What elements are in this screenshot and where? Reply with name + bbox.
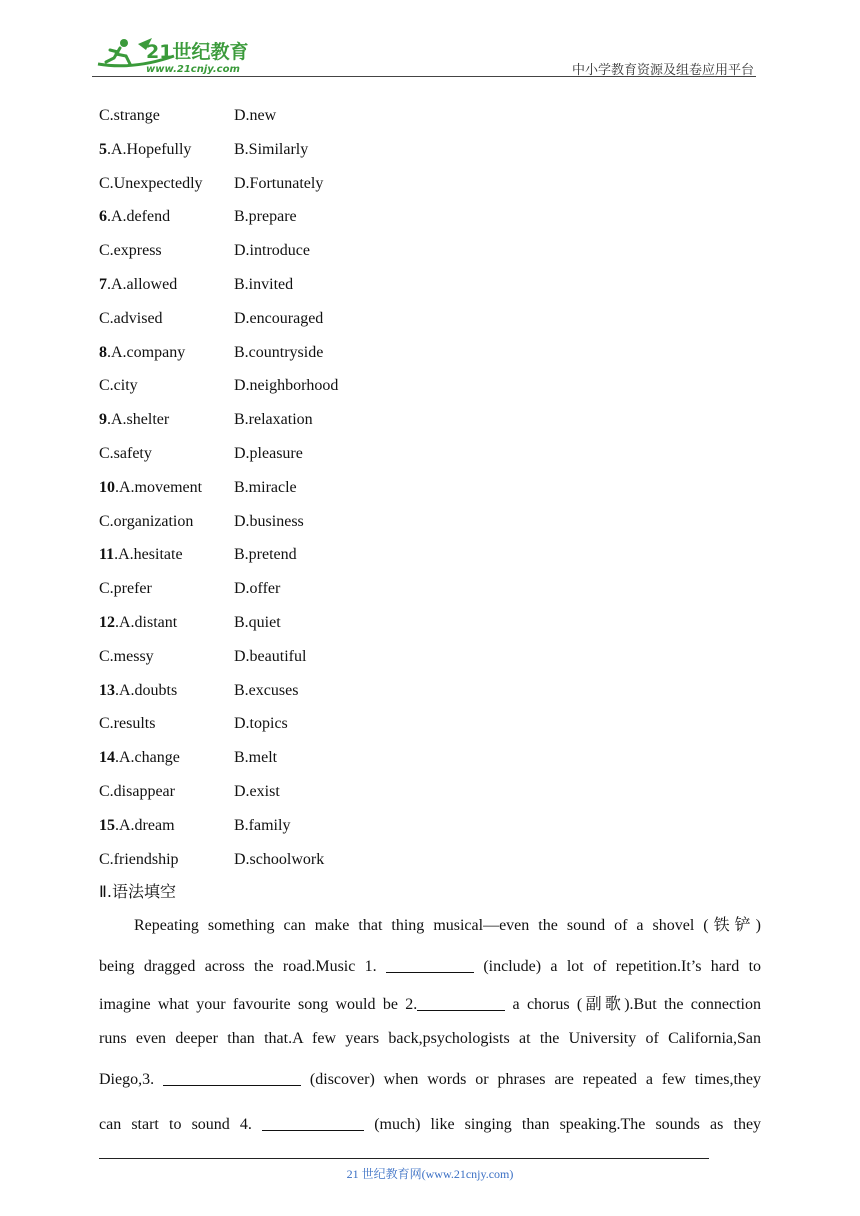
option-a — [99, 273, 177, 297]
option-b: D.encouraged — [234, 309, 324, 327]
header-rule — [92, 76, 756, 77]
option-a — [99, 341, 185, 365]
option-a — [99, 442, 152, 466]
option-a — [99, 814, 175, 838]
passage-line: imagine what your favourite song would be 2. a chorus (副歌).But the connection — [99, 996, 761, 1013]
option-a-text: C.advised — [99, 309, 163, 327]
passage-line: being dragged across the road.Music 1. (include) a lot of repetition.It’s hard to — [99, 958, 762, 975]
option-b: B.family — [234, 816, 291, 834]
option-a-text: C.organization — [99, 512, 194, 530]
question-number: 8 — [99, 343, 107, 361]
option-a — [99, 746, 180, 770]
option-b: B.prepare — [234, 208, 297, 226]
blank-1[interactable] — [386, 956, 474, 973]
question-number: 15 — [99, 816, 115, 834]
option-b: D.new — [234, 107, 277, 124]
question-number: 12 — [99, 614, 115, 631]
option-a — [99, 104, 160, 128]
option-a — [99, 712, 155, 736]
passage-line: can start to sound 4. (much) like singing than speaking.The sounds as they — [99, 1116, 762, 1133]
option-a-text: C.Unexpectedly — [99, 174, 203, 192]
option-b: B.melt — [234, 749, 278, 767]
option-a — [99, 780, 175, 804]
option-b: B.countryside — [234, 343, 324, 361]
option-b: B.pretend — [234, 546, 297, 564]
option-a-text: .A.company — [107, 343, 186, 361]
passage-line: runs even deeper than that.A few years back,psychologists at the University of California,San — [99, 1030, 761, 1047]
option-a-text: C.friendship — [99, 850, 179, 868]
question-number: 9 — [99, 411, 107, 429]
option-a-text: .A.distant — [115, 614, 178, 631]
option-a — [99, 645, 154, 669]
option-b: B.invited — [234, 276, 294, 293]
option-a — [99, 476, 202, 500]
blank-2[interactable] — [417, 994, 505, 1011]
option-b: D.introduce — [234, 242, 310, 260]
question-number: 10 — [99, 478, 115, 496]
option-a — [99, 307, 163, 331]
option-b: D.Fortunately — [234, 174, 324, 192]
option-a — [99, 239, 162, 263]
option-a-text: .A.movement — [115, 478, 203, 496]
question-number: 5 — [99, 140, 107, 158]
passage-line: Repeating something can make that thing musical—even the sound of a shovel (铁铲) — [134, 917, 761, 934]
passage-line: Diego,3. (discover) when words or phrases are repeated a few times,they — [99, 1071, 761, 1088]
question-number: 6 — [99, 208, 107, 226]
option-a — [99, 848, 179, 872]
option-a — [99, 543, 183, 567]
question-number: 7 — [99, 276, 107, 293]
option-a-text: .A.Hopefully — [107, 140, 192, 158]
option-b: B.Similarly — [234, 140, 309, 158]
option-b: D.business — [234, 512, 304, 530]
option-a — [99, 408, 169, 432]
page-header — [92, 30, 756, 78]
option-b: D.beautiful — [234, 647, 307, 665]
option-b: D.topics — [234, 715, 288, 733]
option-b: D.pleasure — [234, 445, 303, 462]
option-a-text: C.prefer — [99, 580, 152, 598]
option-b: D.offer — [234, 580, 281, 598]
option-a-text: .A.hesitate — [114, 546, 183, 564]
option-a-text: C.express — [99, 242, 162, 260]
svg-text:www.21cnjy.com: www.21cnjy.com — [146, 64, 240, 75]
option-a-text: C.disappear — [99, 783, 175, 800]
option-b: D.neighborhood — [234, 377, 339, 395]
option-a — [99, 679, 177, 703]
option-a-text: .A.allowed — [107, 276, 178, 293]
option-b: D.exist — [234, 783, 280, 800]
svg-text:21世纪教育: 21世纪教育 — [146, 41, 249, 63]
question-number: 13 — [99, 681, 115, 699]
option-b: D.schoolwork — [234, 850, 325, 868]
question-number: 14 — [99, 749, 115, 767]
option-a — [99, 611, 177, 635]
option-a-text: C.strange — [99, 107, 160, 124]
21cnjy-logo — [94, 34, 264, 76]
footer-text: 21 世纪教育网(www.21cnjy.com) — [346, 1167, 514, 1181]
option-a — [99, 138, 191, 162]
option-a-text: C.messy — [99, 647, 154, 665]
footer-rule — [99, 1158, 709, 1159]
option-a — [99, 577, 152, 601]
option-a-text: .A.shelter — [107, 411, 170, 429]
option-a-text: .A.change — [115, 749, 180, 767]
option-a — [99, 374, 138, 398]
blank-3[interactable] — [163, 1069, 301, 1086]
blank-4[interactable] — [262, 1114, 364, 1131]
option-a — [99, 172, 203, 196]
option-a-text: .A.defend — [107, 208, 171, 226]
option-a-text: C.city — [99, 377, 138, 395]
section-title: Ⅱ.语法填空 — [99, 882, 176, 901]
option-a — [99, 205, 170, 229]
option-b: B.miracle — [234, 478, 297, 496]
question-number: 11 — [99, 546, 115, 564]
option-a-text: C.results — [99, 715, 156, 733]
option-a-text: C.safety — [99, 445, 152, 462]
option-b: B.quiet — [234, 614, 281, 631]
option-a-text: .A.doubts — [115, 681, 178, 699]
option-a-text: .A.dream — [115, 816, 175, 834]
platform-name: 中小学教育资源及组卷应用平台 — [571, 63, 754, 78]
option-a — [99, 510, 193, 534]
option-b: B.relaxation — [234, 411, 313, 429]
option-b: B.excuses — [234, 681, 299, 699]
